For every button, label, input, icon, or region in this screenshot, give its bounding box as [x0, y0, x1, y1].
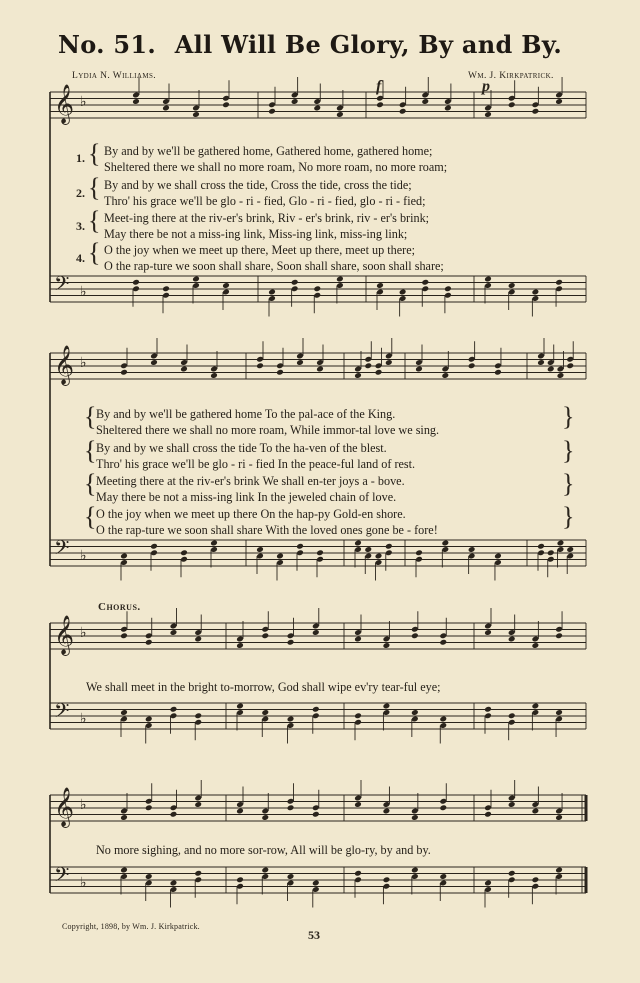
note-head — [421, 98, 429, 105]
verse-number: 1. — [76, 151, 85, 165]
note-head — [508, 801, 516, 808]
note-head — [354, 540, 362, 547]
note-head — [468, 362, 476, 369]
lyric-line: Sheltered there we shall no more roam, While immor-tal love we sing. — [96, 423, 440, 437]
note-head — [532, 808, 540, 815]
note-head — [180, 549, 188, 556]
flat-icon: ♭ — [80, 284, 87, 300]
note-head — [439, 639, 447, 646]
note-head — [222, 101, 230, 108]
flat-icon: ♭ — [80, 625, 87, 641]
bass-clef-icon: 𝄢 — [54, 863, 70, 891]
note-head — [268, 108, 276, 115]
note-head — [444, 285, 452, 292]
note-head — [484, 629, 492, 636]
note-head — [494, 553, 502, 560]
lyric-line: O the rap-ture we soon shall share With the loved ones gone be - fore! — [96, 523, 438, 537]
note-head — [354, 712, 362, 719]
bass-clef-icon: 𝄢 — [54, 536, 70, 564]
note-head — [484, 706, 492, 713]
note-head — [364, 362, 372, 369]
note-head — [180, 366, 188, 373]
note-head — [484, 111, 492, 118]
verse-brace-close: } — [562, 436, 575, 465]
verse-number: 4. — [76, 251, 85, 265]
note-head — [354, 801, 362, 808]
note-head — [484, 276, 492, 283]
note-head — [313, 285, 321, 292]
bass-clef-icon: 𝄢 — [54, 272, 70, 300]
lyric-line: O the rap-ture we soon shall share, Soon shall share, soon shall share; — [104, 259, 444, 273]
note-head — [376, 101, 384, 108]
note-head — [354, 372, 362, 379]
note-head — [170, 629, 178, 636]
note-head — [555, 632, 563, 639]
treble-clef-icon: 𝄞 — [54, 84, 75, 124]
note-head — [145, 716, 153, 723]
note-head — [316, 366, 324, 373]
note-head — [376, 282, 384, 289]
note-head — [566, 546, 574, 553]
note-head — [312, 880, 320, 887]
verse-brace-close: } — [562, 502, 575, 531]
flat-icon: ♭ — [80, 875, 87, 891]
note-head — [383, 876, 391, 883]
chorus-lyric-line: No more sighing, and no more sor-row, All will be glo-ry, by and by. — [96, 843, 431, 857]
verse-brace: { — [84, 402, 97, 431]
note-head — [236, 703, 244, 710]
note-head — [236, 808, 244, 815]
note-head — [385, 359, 393, 366]
note-head — [547, 549, 555, 556]
note-head — [150, 359, 158, 366]
copyright-notice: Copyright, 1898, by Wm. J. Kirkpatrick. — [62, 922, 200, 931]
note-head — [557, 540, 565, 547]
note-head — [170, 811, 178, 818]
flat-icon: ♭ — [80, 355, 87, 371]
lyric-line: Thro' his grace we'll be glo - ri - fied In the peace-ful land of rest. — [96, 457, 416, 471]
verse-brace: { — [88, 139, 101, 168]
note-head — [120, 867, 128, 874]
note-head — [261, 709, 269, 716]
note-head — [210, 372, 218, 379]
flat-icon: ♭ — [80, 94, 87, 110]
note-head — [145, 873, 153, 880]
note-head — [444, 105, 452, 112]
note-head — [547, 366, 555, 373]
note-head — [287, 804, 295, 811]
lyric-line: O the joy when we meet up there On the hap-py Gold-en shore. — [96, 507, 406, 521]
note-head — [555, 709, 563, 716]
lyric-line: Meet-ing there at the riv-er's brink, Riv - er's brink, riv - er's brink; — [104, 211, 430, 225]
note-head — [354, 870, 362, 877]
note-head — [210, 540, 218, 547]
note-head — [508, 636, 516, 643]
composer-credit: Wm. J. Kirkpatrick. — [468, 71, 554, 81]
note-head — [439, 716, 447, 723]
note-head — [120, 814, 128, 821]
note-head — [411, 632, 419, 639]
note-head — [312, 811, 320, 818]
note-head — [555, 867, 563, 874]
note-head — [194, 870, 202, 877]
treble-clef-icon: 𝄞 — [54, 345, 75, 385]
note-head — [441, 372, 449, 379]
note-head — [532, 703, 540, 710]
verse-number: 2. — [76, 186, 85, 200]
flat-icon: ♭ — [80, 711, 87, 727]
note-head — [399, 108, 407, 115]
note-head — [532, 289, 540, 296]
note-head — [256, 546, 264, 553]
lyric-line: May there be not a miss-ing link In the jeweled chain of love. — [96, 490, 397, 504]
verse-brace: { — [84, 436, 97, 465]
treble-clef-icon: 𝄞 — [54, 615, 75, 655]
bass-clef-icon: 𝄢 — [54, 699, 70, 727]
verse-brace: { — [84, 502, 97, 531]
lyric-line: By and by we shall cross the tide, Cross the tide, cross the tide; — [104, 178, 412, 192]
note-head — [383, 703, 391, 710]
note-head — [170, 880, 178, 887]
lyricist-credit: Lydia N. Williams. — [72, 71, 157, 81]
note-head — [555, 279, 563, 286]
verse-brace: { — [88, 206, 101, 235]
flat-icon: ♭ — [80, 548, 87, 564]
note-head — [291, 279, 299, 286]
note-head — [120, 632, 128, 639]
lyric-line: Meeting there at the riv-er's brink We shall en-ter joys a - bove. — [96, 474, 405, 488]
note-head — [291, 98, 299, 105]
note-head — [236, 642, 244, 649]
verse-brace: { — [88, 238, 101, 267]
forte-marking: f — [376, 78, 382, 95]
note-head — [313, 105, 321, 112]
lyric-line: Sheltered there we shall no more roam, No more roam, no more roam; — [104, 160, 448, 174]
chorus-label: Chorus. — [98, 601, 141, 613]
note-head — [494, 369, 502, 376]
note-head — [508, 282, 516, 289]
note-head — [399, 289, 407, 296]
note-head — [276, 369, 284, 376]
note-head — [145, 804, 153, 811]
note-head — [537, 359, 545, 366]
note-head — [261, 814, 269, 821]
note-head — [192, 276, 200, 283]
verse-brace: { — [84, 469, 97, 498]
note-head — [194, 801, 202, 808]
note-head — [364, 546, 372, 553]
note-head — [532, 642, 540, 649]
note-head — [256, 362, 264, 369]
note-head — [532, 876, 540, 883]
note-head — [132, 279, 140, 286]
note-head — [566, 362, 574, 369]
treble-clef-icon: 𝄞 — [54, 787, 75, 827]
note-head — [120, 553, 128, 560]
note-head — [336, 276, 344, 283]
page-number: 53 — [308, 928, 320, 942]
note-head — [261, 632, 269, 639]
note-head — [383, 642, 391, 649]
note-head — [411, 709, 419, 716]
note-head — [415, 549, 423, 556]
note-head — [236, 876, 244, 883]
note-head — [415, 366, 423, 373]
note-head — [532, 108, 540, 115]
note-head — [194, 712, 202, 719]
note-head — [296, 359, 304, 366]
note-head — [287, 639, 295, 646]
verse-brace: { — [88, 173, 101, 202]
lyric-line: By and by we'll be gathered home, Gathered home, gathered home; — [104, 144, 433, 158]
note-head — [287, 873, 295, 880]
note-head — [162, 285, 170, 292]
note-head — [411, 814, 419, 821]
note-head — [383, 808, 391, 815]
note-head — [557, 372, 565, 379]
note-head — [170, 706, 178, 713]
note-head — [162, 105, 170, 112]
note-head — [375, 369, 383, 376]
note-head — [375, 553, 383, 560]
note-head — [508, 870, 516, 877]
note-head — [296, 543, 304, 550]
note-head — [145, 639, 153, 646]
piano-marking: p — [482, 78, 490, 95]
note-head — [439, 804, 447, 811]
note-head — [287, 716, 295, 723]
note-head — [194, 636, 202, 643]
note-head — [312, 629, 320, 636]
note-head — [120, 709, 128, 716]
lyric-line: By and by we'll be gathered home To the pal-ace of the King. — [96, 407, 396, 421]
note-head — [421, 279, 429, 286]
note-head — [120, 369, 128, 376]
note-head — [336, 111, 344, 118]
note-head — [192, 111, 200, 118]
note-head — [268, 289, 276, 296]
note-head — [484, 880, 492, 887]
note-head — [537, 543, 545, 550]
verse-brace-close: } — [562, 402, 575, 431]
lyric-line: By and by we shall cross the tide To the ha-ven of the blest. — [96, 441, 387, 455]
note-head — [150, 543, 158, 550]
note-head — [468, 546, 476, 553]
note-head — [411, 867, 419, 874]
note-head — [385, 543, 393, 550]
note-head — [354, 636, 362, 643]
flat-icon: ♭ — [80, 797, 87, 813]
note-head — [222, 282, 230, 289]
note-head — [555, 98, 563, 105]
lyric-line: May there be not a miss-ing link, Miss-ing link, miss-ing link; — [104, 227, 408, 241]
hymn-title-text: All Will Be Glory, By and By. — [174, 30, 562, 59]
note-head — [316, 549, 324, 556]
note-head — [555, 814, 563, 821]
verse-number: 3. — [76, 219, 85, 233]
note-head — [508, 712, 516, 719]
note-head — [439, 873, 447, 880]
note-head — [132, 98, 140, 105]
note-head — [484, 811, 492, 818]
lyric-line: O the joy when we meet up there, Meet up there, meet up there; — [104, 243, 416, 257]
note-head — [508, 101, 516, 108]
hymn-number: No. 51. — [58, 30, 157, 59]
verse-brace-close: } — [562, 469, 575, 498]
chorus-lyric-line: We shall meet in the bright to-morrow, God shall wipe ev'ry tear-ful eye; — [86, 680, 441, 694]
note-head — [276, 553, 284, 560]
note-head — [312, 706, 320, 713]
note-head — [261, 867, 269, 874]
lyric-line: Thro' his grace we'll be glo - ri - fied, Glo - ri - fied, glo - ri - fied; — [104, 194, 426, 208]
note-head — [441, 540, 449, 547]
